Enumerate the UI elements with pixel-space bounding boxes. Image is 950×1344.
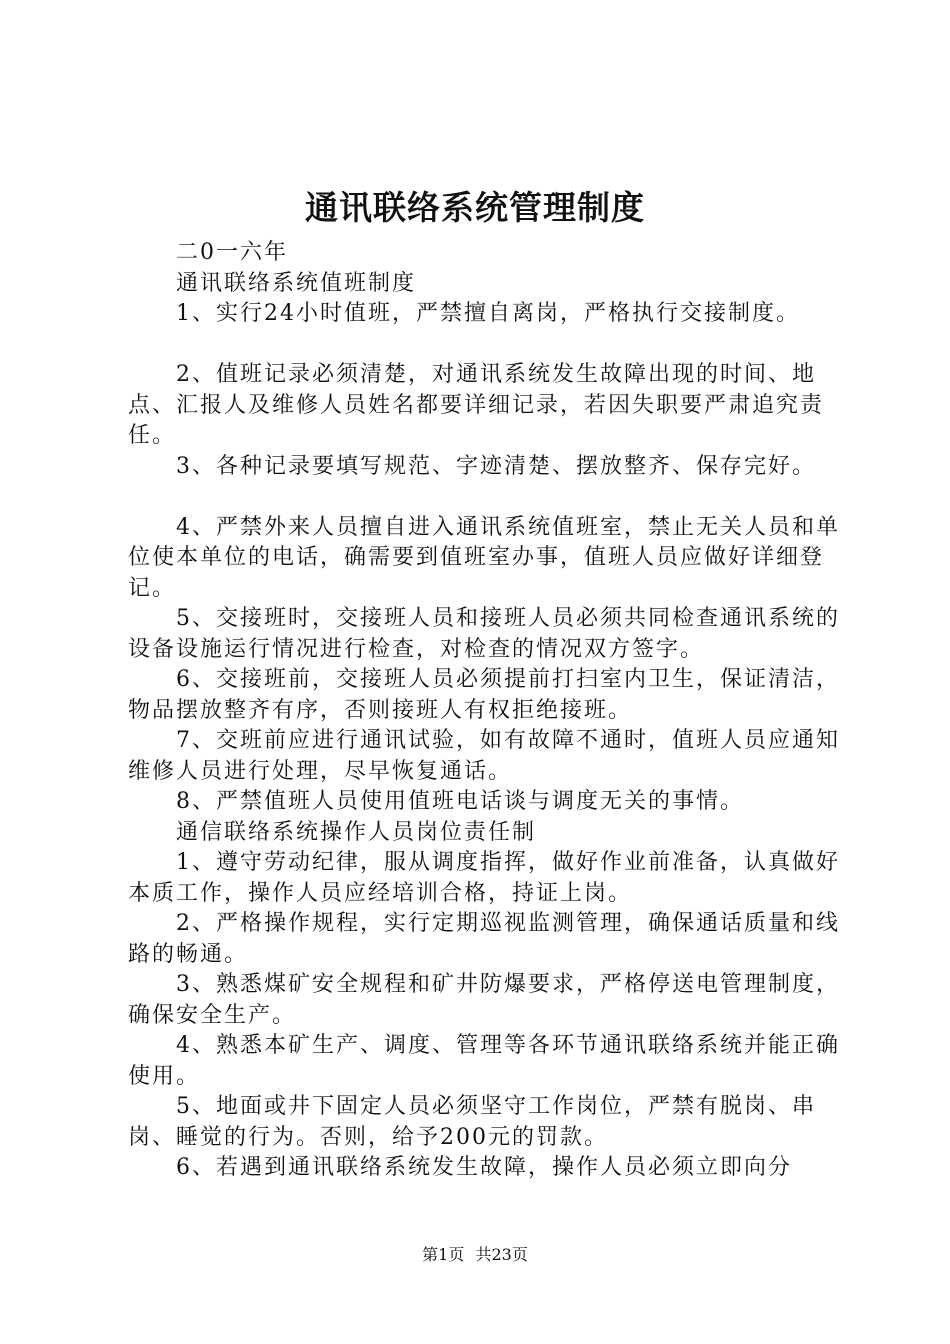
paragraph-year: 二0一六年: [176, 240, 288, 265]
paragraph: 3、熟悉煤矿安全规程和矿井防爆要求，严格停送电管理制度，确保安全生产。: [128, 972, 840, 1028]
paragraph: 3、各种记录要填写规范、字迹清楚、摆放整齐、保存完好。: [176, 453, 816, 479]
paragraph: 2、值班记录必须清楚，对通讯系统发生故障出现的时间、地点、汇报人及维修人员姓名都要详细记录，若因失职要严肃追究责任。: [128, 362, 825, 448]
paragraph: 8、严禁值班人员使用值班电话谈与调度无关的事情。: [176, 789, 744, 814]
paragraph-gap: [128, 482, 840, 513]
paragraph: 6、若遇到通讯联络系统发生故障，操作人员必须立即向分: [176, 1155, 792, 1180]
page-footer: [0, 1244, 950, 1266]
paragraph-gap: [128, 330, 840, 361]
paragraph: 4、熟悉本矿生产、调度、管理等各环节通讯联络系统并能正确使用。: [128, 1033, 840, 1089]
paragraph: 5、地面或井下固定人员必须坚守工作岗位，严禁有脱岗、串岗、睡觉的行为。否则，给予200元的罚款。: [128, 1094, 816, 1150]
section-heading-operator-duty: 通信联络系统操作人员岗位责任制: [176, 819, 537, 845]
page-number: 第1页: [422, 1245, 465, 1264]
paragraph: 6、交接班前，交接班人员必须提前打扫室内卫生，保证清洁，物品摆放整齐有序，否则接班人有权拒绝接班。: [128, 667, 840, 723]
paragraph: 7、交班前应进行通讯试验，如有故障不通时，值班人员应通知维修人员进行处理，尽早恢复通话。: [128, 728, 840, 784]
paragraph: 1、遵守劳动纪律，服从调度指挥，做好作业前准备，认真做好本质工作，操作人员应经培训合格，持证上岗。: [128, 850, 840, 906]
paragraph: 5、交接班时，交接班人员和接班人员必须共同检查通讯系统的设备设施运行情况进行检查，对检查的情况双方签字。: [128, 606, 840, 662]
paragraph: 1、实行24小时值班，严禁擅自离岗，严格执行交接制度。: [176, 301, 800, 326]
paragraph: 2、严格操作规程，实行定期巡视监测管理，确保通话质量和线路的畅通。: [128, 911, 840, 967]
document-title: 通讯联络系统管理制度: [305, 188, 645, 227]
paragraph: 4、严禁外来人员擅自进入通讯系统值班室，禁止无关人员和单位使本单位的电话，确需要到值班室办事，值班人员应做好详细登记。: [128, 514, 840, 601]
section-heading-duty-system: 通讯联络系统值班制度: [176, 270, 417, 296]
page-total: 共23页: [475, 1245, 528, 1264]
document-body: [128, 238, 840, 1184]
